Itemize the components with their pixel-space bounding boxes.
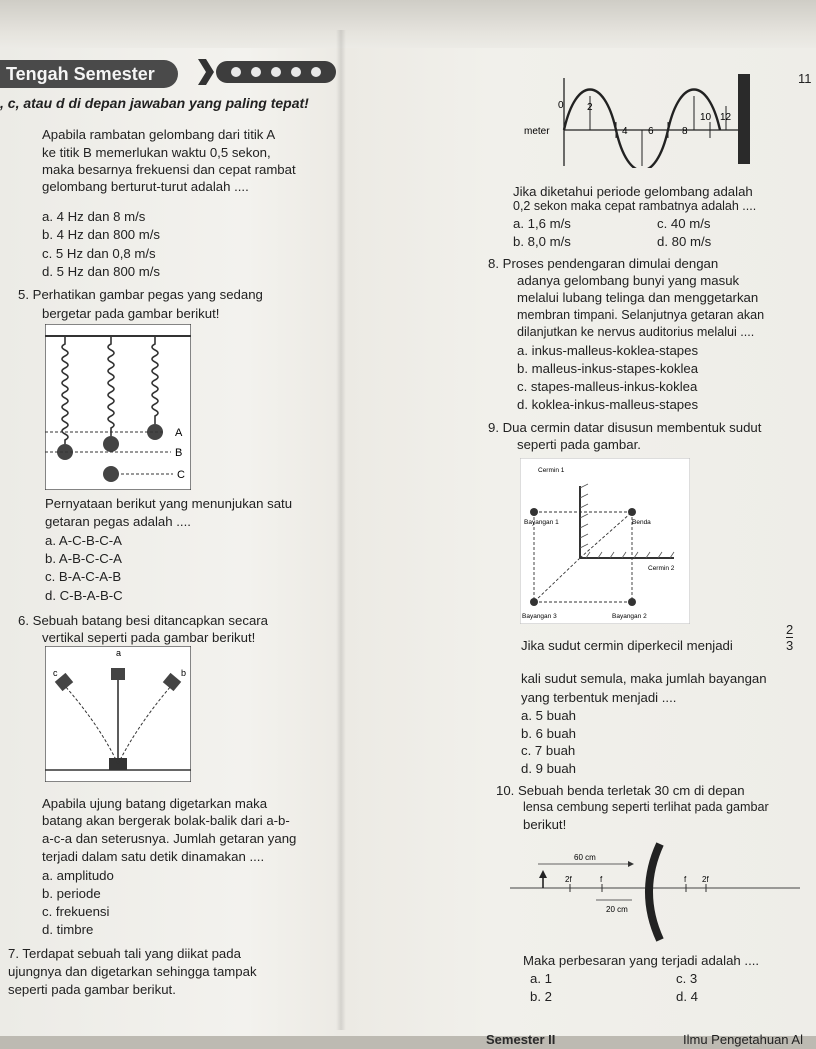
mirror2-label: Cermin 2 xyxy=(648,565,675,572)
wave-tick-0: 0 xyxy=(558,100,564,111)
lens-point-f-right: f xyxy=(684,875,687,884)
q6-option-d: d. timbre xyxy=(42,922,94,937)
q7-line-2: ujungnya dan digetarkan sehingga tampak xyxy=(8,964,257,979)
q10-option-c: c. 3 xyxy=(676,971,698,986)
q9-lead: Jika sudut cermin diperkecil menjadi xyxy=(521,638,733,653)
rod-label-c: c xyxy=(53,668,58,678)
image1-label: Bayangan 1 xyxy=(524,519,559,526)
top-decorative-strip xyxy=(0,0,816,48)
q10-after: Maka perbesaran yang terjadi adalah .... xyxy=(523,953,760,968)
wave-option-a: a. 1,6 m/s xyxy=(513,216,571,231)
wave-figure xyxy=(520,70,752,168)
q8-option-d: d. koklea-inkus-malleus-stapes xyxy=(517,397,699,412)
q8-option-a: a. inkus-malleus-koklea-stapes xyxy=(517,343,699,358)
q10-option-d: d. 4 xyxy=(676,989,698,1004)
convex-lens-figure xyxy=(510,840,800,944)
q8-line-5: dilanjutkan ke nervus auditorius melalui .... xyxy=(517,325,755,339)
q9-line-1: 9. Dua cermin datar disusun membentuk sudut xyxy=(488,420,762,435)
spring-label-c: C xyxy=(177,469,185,481)
q6-option-c: c. frekuensi xyxy=(42,904,110,919)
q5-option-c: c. B-A-C-A-B xyxy=(45,569,122,584)
lens-distance-20: 20 cm xyxy=(606,905,628,914)
wave-line-2: 0,2 sekon maka cepat rambatnya adalah .... xyxy=(513,199,757,213)
wave-tick-6: 6 xyxy=(648,126,654,137)
wave-tick-4: 4 xyxy=(622,126,628,137)
q4-option-c: c. 5 Hz dan 0,8 m/s xyxy=(42,246,156,261)
q5-after-2: getaran pegas adalah .... xyxy=(45,514,191,529)
wave-tick-2: 2 xyxy=(587,102,593,113)
lens-point-2f-left: 2f xyxy=(565,875,572,884)
q6-after-3: a-c-a dan seterusnya. Jumlah getaran yang xyxy=(42,831,297,846)
page-fold xyxy=(336,30,346,1030)
q5-line-2: bergetar pada gambar berikut! xyxy=(42,306,220,321)
q9-option-b: b. 6 buah xyxy=(521,726,576,741)
object-label: Benda xyxy=(632,519,651,526)
spring-figure xyxy=(45,324,191,490)
q8-line-3: melalui lubang telinga dan menggetarkan xyxy=(517,290,759,305)
q5-after-1: Pernyataan berikut yang menunjukan satu xyxy=(45,496,293,511)
q10-option-b: b. 2 xyxy=(530,989,552,1004)
q8-line-2: adanya gelombang bunyi yang masuk xyxy=(517,273,740,288)
q10-line-1: 10. Sebuah benda terletak 30 cm di depan xyxy=(496,783,745,798)
q5-option-b: b. A-B-C-C-A xyxy=(45,551,122,566)
q9-fraction xyxy=(786,622,793,653)
vibrating-rod-figure xyxy=(45,646,191,782)
footer-subject: Ilmu Pengetahuan Al xyxy=(683,1032,803,1047)
section-title: Tengah Semester xyxy=(0,60,178,88)
q6-option-b: b. periode xyxy=(42,886,101,901)
lens-point-f-left: f xyxy=(600,875,603,884)
q6-option-a: a. amplitudo xyxy=(42,868,114,883)
page-number: 11 xyxy=(798,71,812,86)
q10-option-a: a. 1 xyxy=(530,971,552,986)
q8-line-1: 8. Proses pendengaran dimulai dengan xyxy=(488,256,719,271)
q8-line-4: membran timpani. Selanjutnya getaran akan xyxy=(517,308,765,322)
q8-option-c: c. stapes-malleus-inkus-koklea xyxy=(517,379,698,394)
q4-option-d: d. 5 Hz dan 800 m/s xyxy=(42,264,161,279)
q9-after-2: yang terbentuk menjadi .... xyxy=(521,690,677,705)
wave-tick-8: 8 xyxy=(682,126,688,137)
q4-line-1: Apabila rambatan gelombang dari titik A xyxy=(42,127,276,142)
lens-point-2f-right: 2f xyxy=(702,875,709,884)
wave-tick-10: 10 xyxy=(700,112,712,123)
q9-line-2: seperti pada gambar. xyxy=(517,437,641,452)
q5-option-a: a. A-C-B-C-A xyxy=(45,533,122,548)
wave-line-1: Jika diketahui periode gelombang adalah xyxy=(513,184,753,199)
spring-label-a: A xyxy=(175,427,183,439)
image2-label: Bayangan 2 xyxy=(612,613,647,620)
q9-option-a: a. 5 buah xyxy=(521,708,576,723)
q6-line-1: 6. Sebuah batang besi ditancapkan secara xyxy=(18,613,269,628)
title-arrow-decoration xyxy=(198,55,338,89)
wave-option-c: c. 40 m/s xyxy=(657,216,711,231)
image3-label: Bayangan 3 xyxy=(522,613,557,620)
q7-line-3: seperti pada gambar berikut. xyxy=(8,982,176,997)
q5-option-d: d. C-B-A-B-C xyxy=(45,588,123,603)
q4-option-b: b. 4 Hz dan 800 m/s xyxy=(42,227,161,242)
wave-option-d: d. 80 m/s xyxy=(657,234,712,249)
instruction-text: , c, atau d di depan jawaban yang paling tepat! xyxy=(0,95,309,111)
rod-label-b: b xyxy=(181,668,187,678)
q7-line-1: 7. Terdapat sebuah tali yang diikat pada xyxy=(8,946,241,961)
rod-label-a: a xyxy=(116,648,122,658)
spring-label-b: B xyxy=(175,447,183,459)
q6-after-2: batang akan bergerak bolak-balik dari a-b- xyxy=(42,813,290,828)
q4-line-4: gelombang berturut-turut adalah .... xyxy=(42,179,249,194)
q6-after-4: terjadi dalam satu detik dinamakan .... xyxy=(42,849,265,864)
q9-after-1: kali sudut semula, maka jumlah bayangan xyxy=(521,671,767,686)
footer-semester: Semester II xyxy=(486,1032,556,1047)
wave-option-b: b. 8,0 m/s xyxy=(513,234,571,249)
q4-line-2: ke titik B memerlukan waktu 0,5 sekon, xyxy=(42,145,271,160)
q5-line-1: 5. Perhatikan gambar pegas yang sedang xyxy=(18,287,263,302)
q9-option-c: c. 7 buah xyxy=(521,743,576,758)
two-mirrors-figure xyxy=(520,458,690,624)
q9-option-d: d. 9 buah xyxy=(521,761,576,776)
q10-line-2: lensa cembung seperti terlihat pada gambar xyxy=(523,800,769,814)
lens-distance-60: 60 cm xyxy=(574,853,596,862)
wave-tick-12: 12 xyxy=(720,112,732,123)
q4-line-3: maka besarnya frekuensi dan cepat rambat xyxy=(42,162,296,177)
wave-unit: meter xyxy=(524,126,550,137)
q10-line-3: berikut! xyxy=(523,817,567,832)
fraction-denominator: 3 xyxy=(786,638,794,653)
mirror1-label: Cermin 1 xyxy=(538,467,565,474)
q6-line-2: vertikal seperti pada gambar berikut! xyxy=(42,630,256,645)
q6-after-1: Apabila ujung batang digetarkan maka xyxy=(42,796,268,811)
q4-option-a: a. 4 Hz dan 8 m/s xyxy=(42,209,146,224)
q8-option-b: b. malleus-inkus-stapes-koklea xyxy=(517,361,699,376)
fraction-numerator: 2 xyxy=(786,622,794,637)
